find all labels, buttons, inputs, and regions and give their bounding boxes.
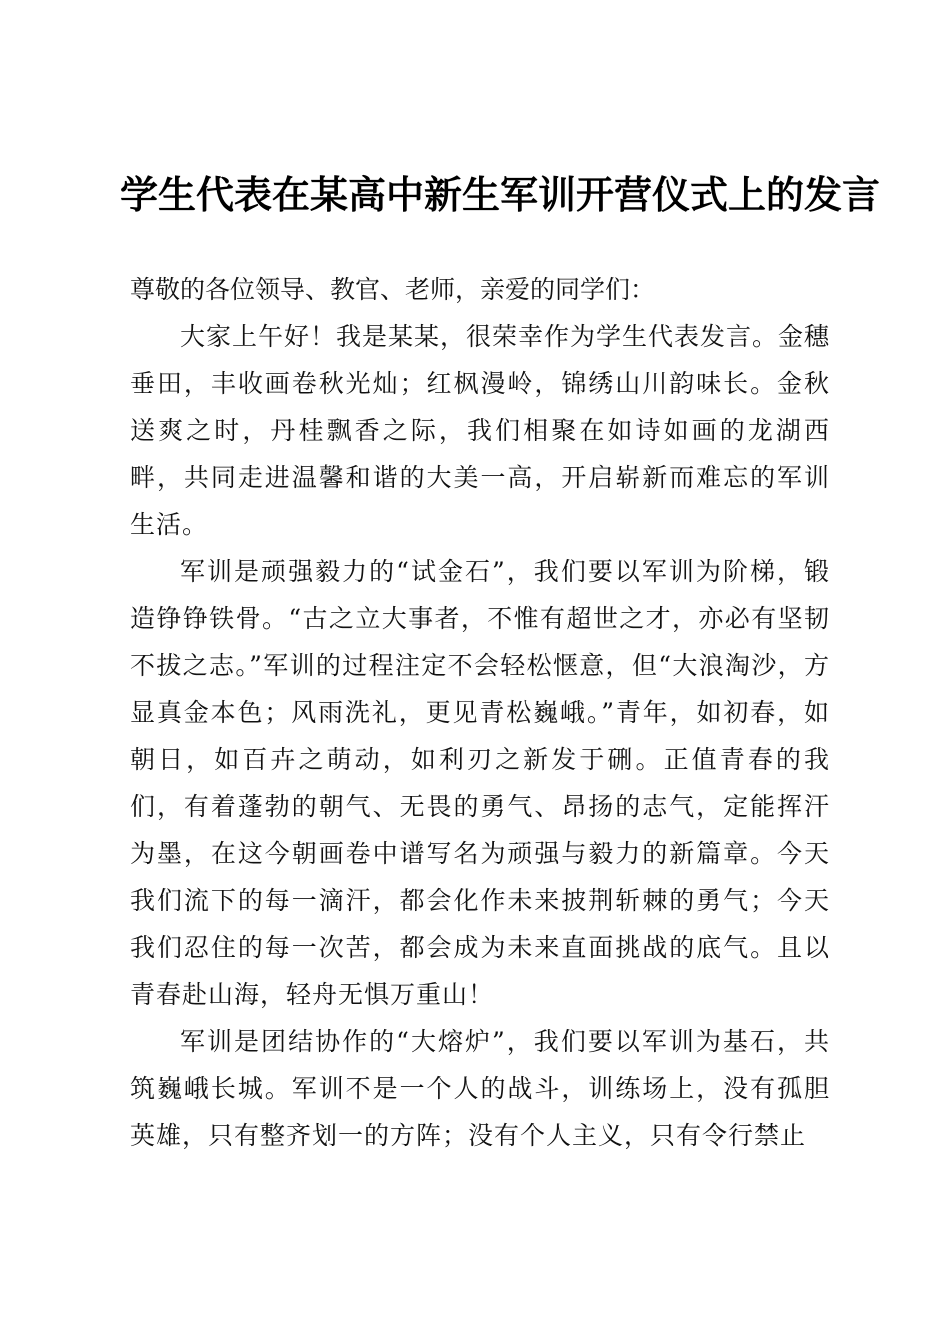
paragraph-3: 军训是团结协作的“大熔炉”，我们要以军训为基石，共筑巍峨长城。军训不是一个人的战斗，训练场上，没有孤胆英雄，只有整齐划一的方阵；没有个人主义，只有令行禁止 — [130, 1027, 830, 1150]
paragraph-1: 大家上午好！我是某某，很荣幸作为学生代表发言。金穗垂田，丰收画卷秋光灿；红枫漫岭，锦绣山川韵味长。金秋送爽之时，丹桂飘香之际，我们相聚在如诗如画的龙湖西畔，共同走进温馨和谐的大美一高，开启崭新而难忘的军训生活。 — [130, 322, 831, 539]
salutation: 尊敬的各位领导、教官、老师，亲爱的同学们： — [130, 275, 656, 304]
document-title: 学生代表在某高中新生军训开营仪式上的发言 — [120, 172, 881, 217]
document-body — [130, 266, 830, 1159]
paragraph-2: 军训是顽强毅力的“试金石”，我们要以军训为阶梯，锻造铮铮铁骨。“古之立大事者，不惟有超世之才，亦必有坚韧不拔之志。”军训的过程注定不会轻松惬意，但“大浪淘沙，方显真金本色；风雨洗礼，更见青松巍峨。”青年，如初春，如朝日，如百卉之萌动，如利刃之新发于硎。正值青春的我们，有着蓬勃的朝气、无畏的勇气、昂扬的志气，定能挥汗为墨，在这今朝画卷中谱写名为顽强与毅力的新篇章。今天我们流下的每一滴汗，都会化作未来披荆斩棘的勇气；今天我们忍住的每一次苦，都会成为未来直面挑战的底气。且以青春赴山海，轻舟无惧万重山！ — [130, 557, 830, 1009]
